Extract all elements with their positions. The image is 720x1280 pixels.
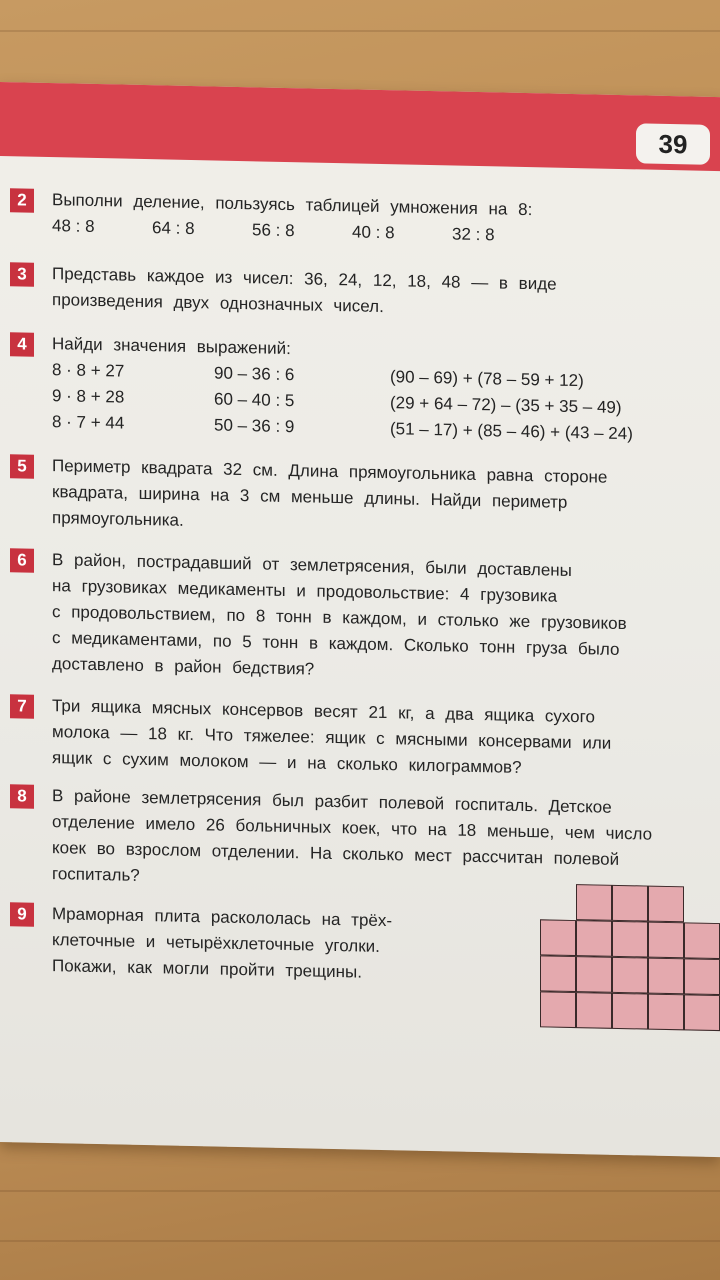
grid-cell bbox=[540, 955, 576, 992]
grid-cell bbox=[648, 922, 684, 959]
expression: 60 – 40 : 5 bbox=[214, 389, 295, 411]
expression: 8 · 8 + 27 bbox=[52, 360, 125, 381]
grid-cell bbox=[612, 957, 648, 994]
page-number: 39 bbox=[636, 123, 710, 165]
expression: (51 – 17) + (85 – 46) + (43 – 24) bbox=[390, 419, 633, 444]
task-7 bbox=[10, 692, 710, 785]
task-text-line: прямоугольника. bbox=[52, 508, 184, 530]
task-number: 2 bbox=[10, 188, 34, 213]
task-4 bbox=[10, 330, 710, 449]
task-text-line: с продовольствием, по 8 тонн в каждом, и столько же грузовиков bbox=[52, 602, 627, 634]
task-text-line: доставлено в район бедствия? bbox=[52, 654, 315, 679]
task-text-line: Три ящика мясных консервов весят 21 кг, а два ящика сухого bbox=[52, 696, 595, 727]
task-text-line: Мраморная плита раскололась на трёх- bbox=[52, 904, 393, 931]
expression: 8 · 7 + 44 bbox=[52, 412, 125, 433]
task-text-line: отделение имело 26 больничных коек, что на 18 меньше, чем число bbox=[52, 812, 653, 844]
expression: (29 + 64 – 72) – (35 + 35 – 49) bbox=[390, 393, 622, 418]
grid-cell bbox=[576, 920, 612, 957]
task-3 bbox=[10, 260, 710, 327]
task-5 bbox=[10, 452, 710, 545]
expression: 56 : 8 bbox=[252, 220, 295, 241]
task-number: 8 bbox=[10, 784, 34, 809]
expression: 90 – 36 : 6 bbox=[214, 363, 295, 385]
expression: 9 · 8 + 28 bbox=[52, 386, 125, 407]
task-number: 3 bbox=[10, 262, 34, 287]
grid-cell bbox=[612, 921, 648, 958]
task-8 bbox=[10, 782, 710, 901]
expression: (90 – 69) + (78 – 59 + 12) bbox=[390, 367, 584, 391]
task-text: Найди значения выражений: bbox=[52, 334, 291, 359]
task-6 bbox=[10, 546, 710, 691]
task-number: 7 bbox=[10, 694, 34, 719]
task-text-line: В районе землетрясения был разбит полевой госпиталь. Детское bbox=[52, 786, 612, 817]
grid-cell bbox=[648, 958, 684, 995]
grid-cell bbox=[612, 885, 648, 922]
task-number: 9 bbox=[10, 902, 34, 927]
expression: 50 – 36 : 9 bbox=[214, 415, 295, 437]
task-text-line: произведения двух однозначных чисел. bbox=[52, 290, 384, 317]
grid-cell bbox=[540, 919, 576, 956]
task-text-line: Представь каждое из чисел: 36, 24, 12, 18, 48 — в виде bbox=[52, 264, 557, 294]
grid-cell bbox=[576, 884, 612, 921]
task-number: 6 bbox=[10, 548, 34, 573]
grid-cell bbox=[648, 994, 684, 1031]
grid-cell bbox=[612, 993, 648, 1030]
wood-grain bbox=[0, 30, 720, 32]
grid-cell bbox=[576, 956, 612, 993]
expression: 48 : 8 bbox=[52, 216, 95, 236]
grid-cell bbox=[576, 992, 612, 1029]
task-number: 5 bbox=[10, 454, 34, 479]
grid-cell bbox=[648, 886, 684, 923]
task-text-line: Периметр квадрата 32 см. Длина прямоугольника равна стороне bbox=[52, 456, 608, 487]
grid-cell bbox=[684, 922, 720, 959]
task-text: Выполни деление, пользуясь таблицей умножения на 8: bbox=[52, 190, 533, 220]
task-text-line: клеточные и четырёхклеточные уголки. bbox=[52, 930, 380, 956]
task-text-line: В район, пострадавший от землетрясения, были доставлены bbox=[52, 550, 572, 580]
expression: 40 : 8 bbox=[352, 222, 395, 243]
task-text-line: квадрата, ширина на 3 см меньше длины. Найди периметр bbox=[52, 482, 568, 512]
task-text-line: молока — 18 кг. Что тяжелее: ящик с мясными консервами или bbox=[52, 722, 612, 753]
wood-grain bbox=[0, 1240, 720, 1242]
task-text-line: с медикаментами, по 5 тонн в каждом. Сколько тонн груза было bbox=[52, 628, 620, 659]
grid-cell bbox=[684, 994, 720, 1031]
expression: 64 : 8 bbox=[152, 218, 195, 239]
task-text-line: Покажи, как могли пройти трещины. bbox=[52, 956, 362, 982]
expression: 32 : 8 bbox=[452, 224, 495, 245]
task-9 bbox=[10, 900, 490, 988]
task-text-line: госпиталь? bbox=[52, 864, 140, 885]
textbook-page bbox=[0, 82, 720, 1157]
task-text-line: коек во взрослом отделении. На сколько мест рассчитан полевой bbox=[52, 838, 620, 869]
grid-cell bbox=[684, 958, 720, 995]
task-text-line: на грузовиках медикаменты и продовольствие: 4 грузовика bbox=[52, 576, 558, 606]
task-number: 4 bbox=[10, 332, 34, 357]
page-header-band bbox=[0, 82, 720, 171]
task-2 bbox=[10, 186, 710, 253]
task-text-line: ящик с сухим молоком — и на сколько килограммов? bbox=[52, 748, 522, 777]
wood-grain bbox=[0, 1190, 720, 1192]
grid-cell bbox=[540, 991, 576, 1028]
